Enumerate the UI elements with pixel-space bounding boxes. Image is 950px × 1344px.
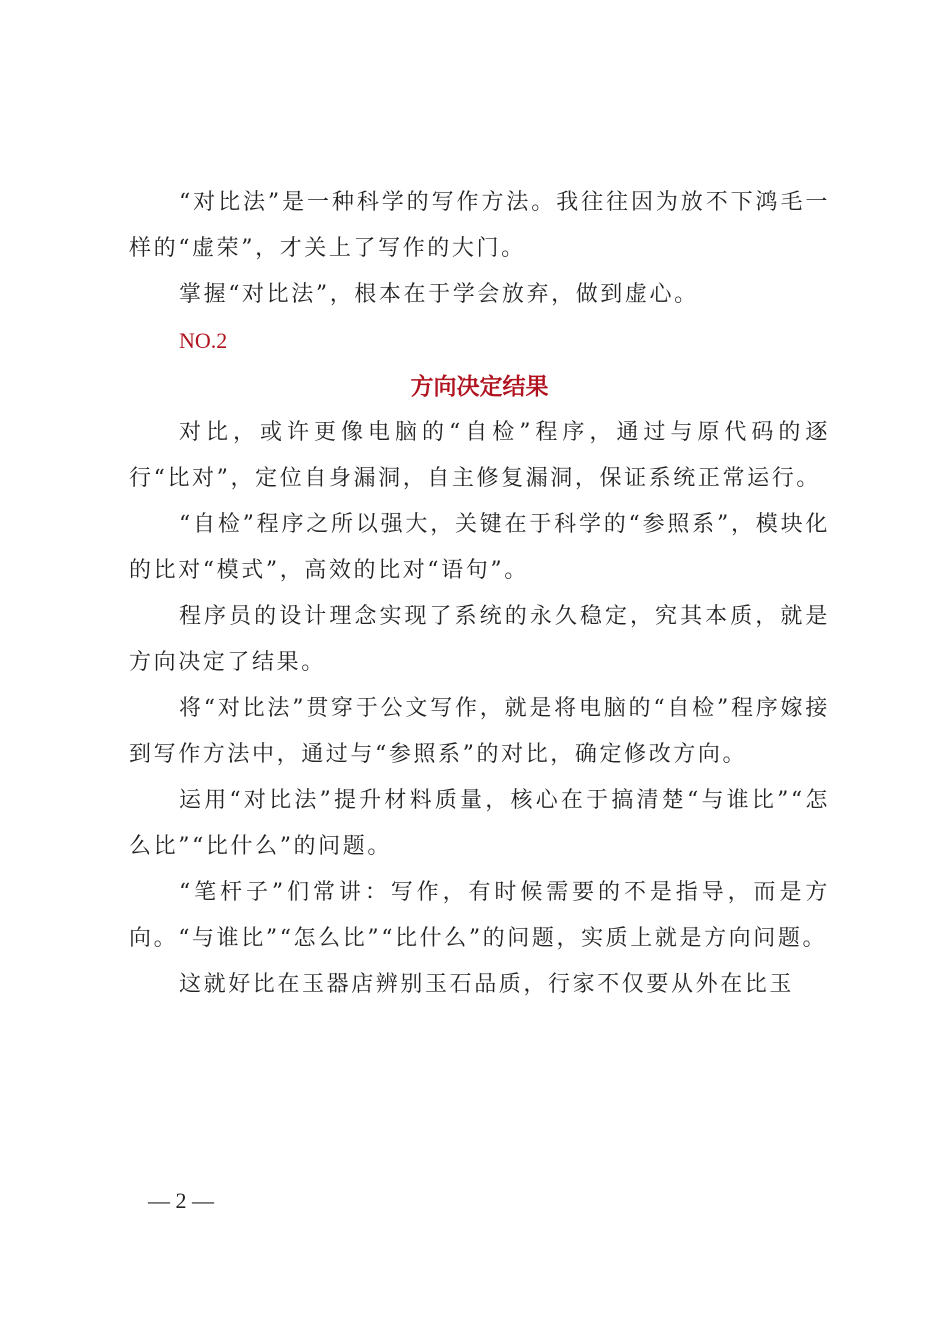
paragraph: 将“对比法”贯穿于公文写作，就是将电脑的“自检”程序嫁接到写作方法中，通过与“参照系”的对比，确定修改方向。 — [129, 696, 830, 767]
paragraph: 掌握“对比法”，根本在于学会放弃，做到虚心。 — [179, 282, 699, 307]
paragraph: “对比法”是一种科学的写作方法。我往往因为放不下鸿毛一样的“虚荣”，才关上了写作的大门。 — [129, 190, 830, 261]
paragraph: “自检”程序之所以强大，关键在于科学的“参照系”，模块化的比对“模式”，高效的比对“语句”。 — [129, 512, 830, 583]
page-number: — 2 — — [148, 1188, 214, 1213]
paragraph: 运用“对比法”提升材料质量，核心在于搞清楚“与谁比”“怎么比”“比什么”的问题。 — [129, 788, 830, 859]
section-number: NO.2 — [179, 328, 228, 353]
section-title: 方向决定结果 — [410, 373, 549, 400]
paragraph: “笔杆子”们常讲：写作，有时候需要的不是指导，而是方向。“与谁比”“怎么比”“比什么”的问题，实质上就是方向问题。 — [129, 880, 830, 951]
paragraph: 程序员的设计理念实现了系统的永久稳定，究其本质，就是方向决定了结果。 — [129, 604, 830, 675]
paragraph: 这就好比在玉器店辨别玉石品质，行家不仅要从外在比玉 — [179, 972, 795, 997]
document-body — [129, 180, 830, 1008]
paragraph: 对比，或许更像电脑的“自检”程序，通过与原代码的逐行“比对”，定位自身漏洞，自主修复漏洞，保证系统正常运行。 — [129, 420, 830, 491]
